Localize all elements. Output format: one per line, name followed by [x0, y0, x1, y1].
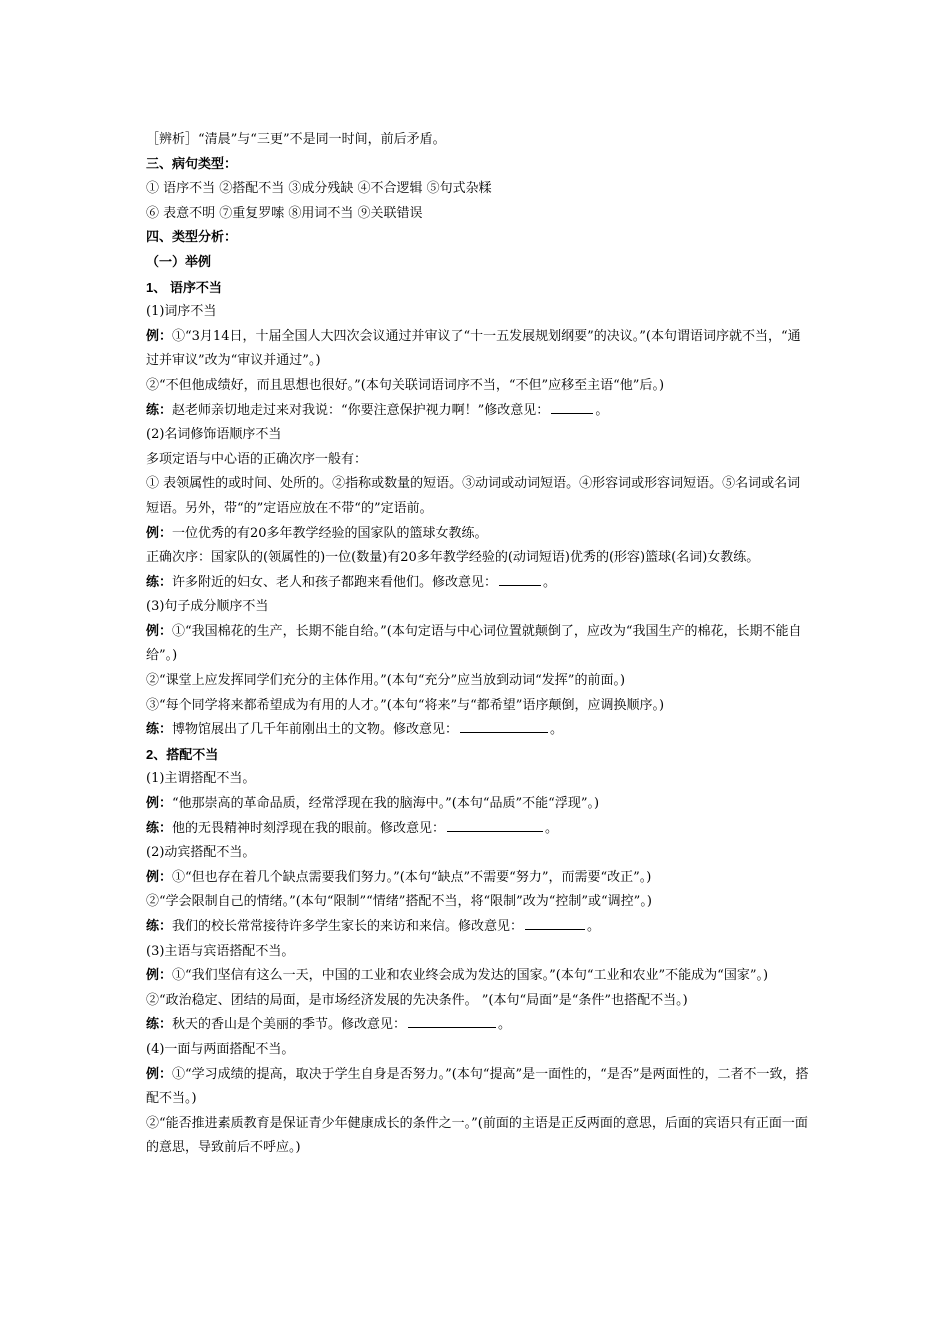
answer-blank[interactable]	[408, 1014, 496, 1028]
practice-label: 练：	[146, 722, 173, 738]
answer-blank[interactable]	[447, 818, 543, 832]
analysis-note: ［辨析］“清晨”与“三更”不是同一时间，前后矛盾。	[146, 132, 446, 147]
answer-blank[interactable]	[460, 719, 548, 733]
heading-collocation: 2、搭配不当	[146, 746, 219, 762]
section-3-title: 三、病句类型：	[146, 156, 238, 172]
types-line-2: ⑥ 表意不明 ⑦重复罗嗦 ⑧用词不当 ⑨关联错误	[146, 205, 423, 221]
example-paragraph	[146, 522, 810, 547]
heading-word-order: 1、 语序不当	[146, 279, 222, 295]
practice-text: 他的无畏精神时刻浮现在我的眼前。修改意见：	[172, 820, 446, 836]
period: 。	[545, 820, 559, 836]
example-label: 例：	[146, 968, 173, 984]
practice-line	[146, 718, 810, 743]
heading-component-order: (3)句子成分顺序不当	[146, 599, 269, 615]
period: 。	[587, 919, 601, 934]
section-4-title: 四、类型分析：	[146, 230, 238, 246]
example-text: ②“不但他成绩好，而且思想也很好。”(本句关联词语词序不当，“不但”应移至主语“他”后。)	[146, 377, 665, 393]
practice-label: 练：	[146, 574, 173, 590]
example-paragraph	[146, 964, 810, 989]
subsection-title: （一）举例	[146, 254, 212, 270]
practice-text: 博物馆展出了几千年前刚出土的文物。修改意见：	[172, 722, 459, 738]
heading-one-two-sided: (4)一面与两面搭配不当。	[146, 1041, 295, 1057]
answer-blank[interactable]	[551, 400, 593, 414]
example-text: ①“但也存在着几个缺点需要我们努力。”(本句“缺点”不需要“努力”，而需要“改正”。)	[172, 869, 652, 885]
heading-word-sequence: (1)词序不当	[146, 304, 217, 320]
example-paragraph	[146, 792, 810, 817]
practice-line	[146, 571, 810, 596]
example-text: ②“能否推进素质教育是保证青少年健康成长的条件之一。”(前面的主语是正反两面的意思，后面的宾语只有正面一面的意思，导致前后不呼应。)	[146, 1115, 808, 1156]
heading-modifier-order: (2)名词修饰语顺序不当	[146, 427, 282, 443]
example-label: 例：	[146, 623, 173, 639]
practice-label: 练：	[146, 919, 173, 934]
heading-verb-object: (2)动宾搭配不当。	[146, 845, 256, 861]
example-text: 一位优秀的有20多年教学经验的国家队的篮球女教练。	[172, 525, 488, 541]
example-label: 例：	[146, 869, 173, 885]
heading-subject-object: (3)主语与宾语搭配不当。	[146, 943, 295, 959]
practice-text: 我们的校长常常接待许多学生家长的来访和来信。修改意见：	[172, 919, 524, 934]
types-line-1: ① 语序不当 ②搭配不当 ③成分残缺 ④不合逻辑 ⑤句式杂糅	[146, 181, 492, 197]
example-label: 例：	[146, 796, 173, 812]
practice-text: 许多附近的妇女、老人和孩子都跑来看他们。修改意见：	[172, 574, 498, 590]
example-text: ③“每个同学将来都希望成为有用的人才。”(本句“将来”与“都希望”语序颠倒，应调换顺序。)	[146, 697, 665, 713]
example-paragraph	[146, 1063, 810, 1112]
practice-label: 练：	[146, 820, 173, 836]
example-paragraph	[146, 325, 810, 374]
practice-line	[146, 399, 810, 424]
example-paragraph	[146, 620, 810, 669]
practice-text: 赵老师亲切地走过来对我说：“你要注意保护视力啊！”修改意见：	[172, 402, 550, 418]
example-text: ①“我国棉花的生产，长期不能自给。”(本句定语与中心词位置就颠倒了，应改为“我国生产的棉花，长期不能自给”。)	[146, 623, 802, 664]
period: 。	[595, 402, 609, 418]
heading-subject-predicate: (1)主谓搭配不当。	[146, 771, 256, 787]
correct-order-text: 正确次序：国家队的(领属性的)一位(数量)有20多年教学经验的(动词短语)优秀的(形容)篮球(名词)女教练。	[146, 550, 760, 566]
practice-label: 练：	[146, 402, 173, 418]
example-paragraph	[146, 866, 810, 891]
period: 。	[550, 722, 564, 738]
example-label: 例：	[146, 525, 173, 541]
example-text: ①“学习成绩的提高，取决于学生自身是否努力。”(本句“提高”是一面性的，“是否”是两面性的，二者不一致，搭配不当。)	[146, 1066, 809, 1107]
example-text: ①“我们坚信有这么一天，中国的工业和农业终会成为发达的国家。”(本句“工业和农业”不能成为“国家”。)	[172, 968, 769, 984]
practice-text: 秋天的香山是个美丽的季节。修改意见：	[172, 1017, 407, 1033]
example-text: ②“课堂上应发挥同学们充分的主体作用。”(本句“充分”应当放到动词“发挥”的前面。)	[146, 673, 626, 689]
rule-intro: 多项定语与中心语的正确次序一般有：	[146, 451, 368, 467]
example-text: ①“3月14日，十届全国人大四次会议通过并审议了“十一五发展规划纲要”的决议。”(本句谓语词序就不当，“通过并审议”改为“审议并通过”。)	[146, 328, 801, 369]
practice-label: 练：	[146, 1017, 173, 1033]
rule-list: ① 表领属性的或时间、处所的。②指称或数量的短语。③动词或动词短语。④形容词或形容词短语。⑤名词或名词短语。另外，带“的”定语应放在不带“的”定语前。	[146, 476, 801, 516]
period: 。	[543, 574, 557, 590]
document-body	[146, 128, 810, 1161]
period: 。	[498, 1017, 512, 1033]
example-label: 例：	[146, 328, 173, 344]
example-text: ②“学会限制自己的情绪。”(本句“限制”“情绪”搭配不当，将“限制”改为“控制”或“调控”。)	[146, 894, 652, 910]
answer-blank[interactable]	[499, 572, 541, 586]
example-label: 例：	[146, 1066, 173, 1082]
practice-line	[146, 1013, 810, 1038]
answer-blank[interactable]	[525, 916, 585, 930]
practice-line	[146, 915, 810, 940]
example-text: ②“政治稳定、团结的局面，是市场经济发展的先决条件。 ”(本句“局面”是“条件”也搭配不当。)	[146, 992, 688, 1008]
practice-line	[146, 817, 810, 842]
example-text: “他那崇高的革命品质，经常浮现在我的脑海中。”(本句“品质”不能“浮现”。)	[172, 796, 600, 812]
